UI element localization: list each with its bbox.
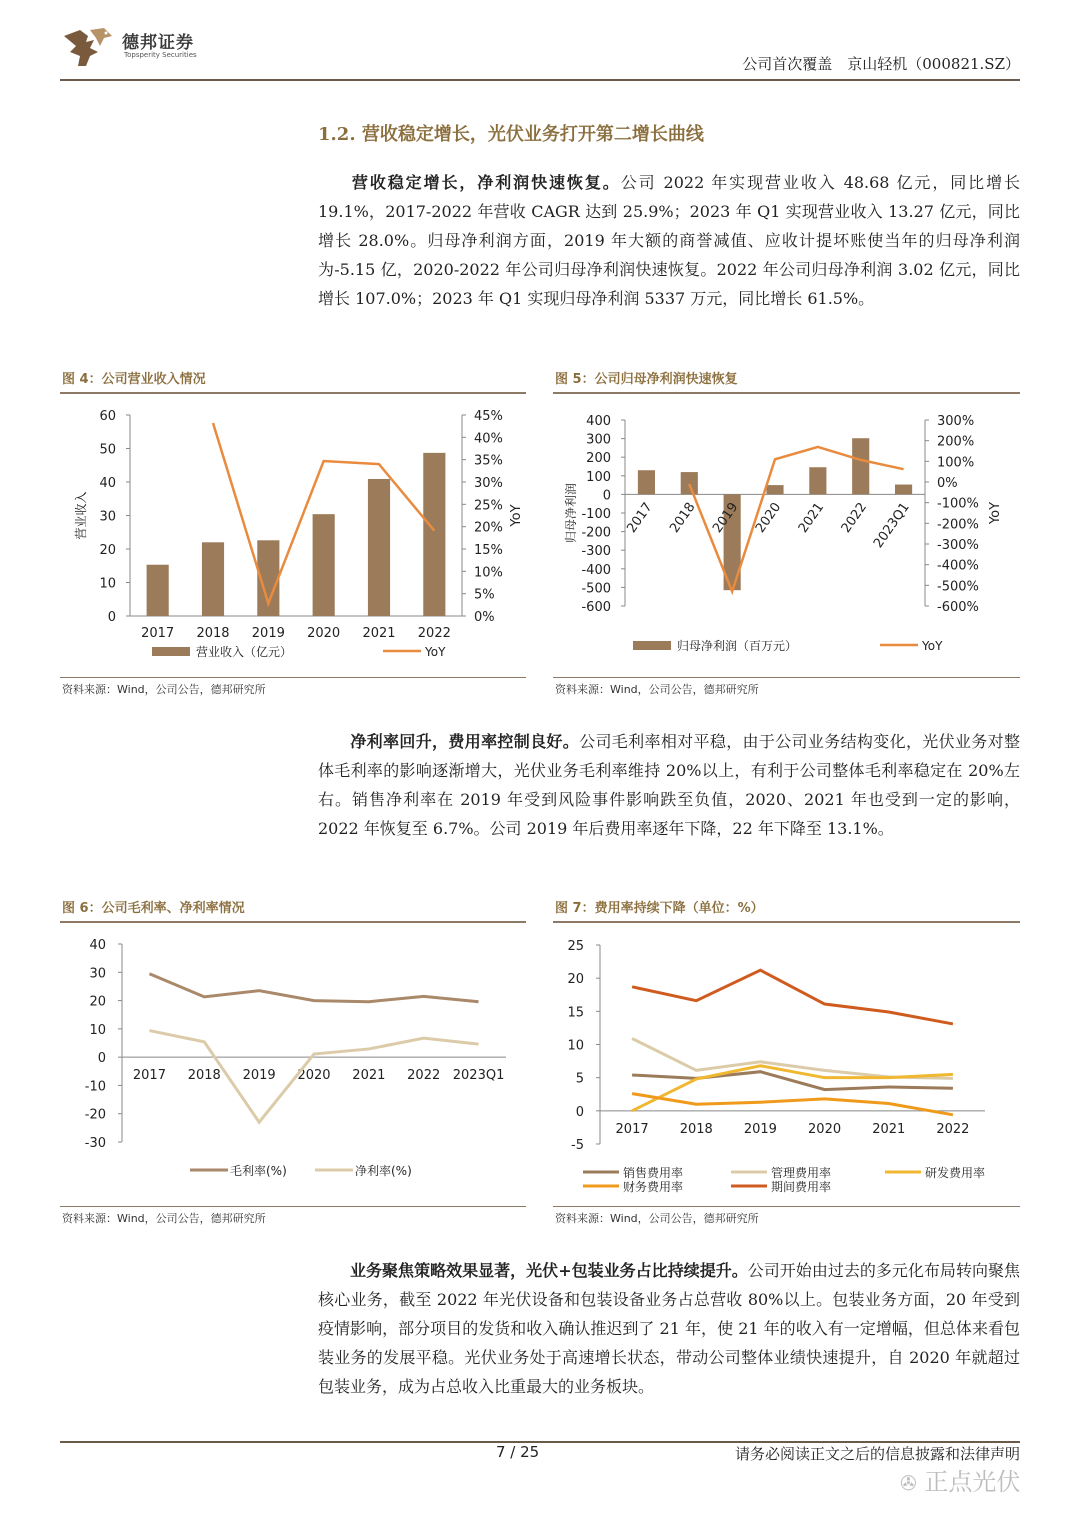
report-tag: 公司首次覆盖 京山轻机（000821.SZ） [742, 55, 1020, 73]
y-tick-label: 300 [586, 432, 611, 448]
y2-tick-label: 40% [474, 431, 503, 447]
fig5-source: 资料来源：Wind，公司公告，德邦研究所 [555, 683, 759, 696]
page-number: 7 / 25 [496, 1443, 540, 1461]
fig4-bottom-rule [60, 677, 526, 678]
y2-tick-label: -400% [937, 558, 979, 574]
x-tick-label: 2021 [352, 1068, 386, 1084]
x-tick-label: 2019 [710, 500, 742, 536]
fig5-title: 图 5：公司归母净利润快速恢复 [555, 372, 738, 387]
y-tick-label: -400 [581, 562, 611, 578]
y2-tick-label: 45% [474, 409, 503, 424]
fig4-chart [60, 398, 526, 674]
wechat-icon: ✇ [900, 1471, 917, 1495]
x-tick-label: 2017 [624, 500, 656, 536]
y-tick-label: -100 [581, 507, 611, 522]
watermark [900, 1462, 1020, 1497]
y-tick-label: -500 [581, 581, 611, 597]
x-tick-label: 2017 [141, 626, 175, 641]
bar [766, 485, 783, 494]
watermark-text: 正点光伏 [924, 1468, 1021, 1496]
y2-axis-label: YoY [509, 504, 524, 527]
fig4-source: 资料来源：Wind，公司公告，德邦研究所 [62, 683, 266, 696]
section-title: 1.2. 营收稳定增长，光伏业务打开第二增长曲线 [318, 124, 704, 145]
x-tick-label: 2021 [362, 626, 396, 641]
legend-swatch-bar [633, 641, 671, 650]
legend-label-bar: 营业收入（亿元） [196, 645, 293, 659]
bar [809, 467, 826, 494]
y-tick-label: -600 [581, 600, 611, 615]
y-tick-label: 40 [89, 938, 106, 953]
brand-name: 德邦证券 [122, 33, 194, 53]
y2-tick-label: 35% [474, 453, 503, 469]
y-tick-label: 0 [575, 1104, 584, 1120]
x-tick-label: 2019 [251, 626, 285, 641]
legend-label: 财务费用率 [623, 1180, 684, 1194]
bar [423, 453, 445, 616]
bar [202, 542, 224, 616]
y2-axis-label: YoY [988, 501, 1003, 525]
y2-tick-label: -200% [937, 517, 979, 533]
y-tick-label: -10 [84, 1079, 106, 1095]
paragraph-business [318, 1256, 1020, 1401]
x-tick-label: 2020 [753, 500, 785, 536]
bar [638, 470, 655, 494]
x-tick-label: 2017 [132, 1068, 166, 1084]
y2-tick-label: 25% [474, 498, 503, 514]
y-tick-label: 50 [99, 442, 116, 458]
paragraph-lead: 营收稳定增长，净利润快速恢复。 [350, 173, 621, 192]
paragraph-revenue [318, 168, 1020, 313]
y-tick-label: -200 [581, 525, 611, 541]
fig5-bottom-rule [553, 677, 1020, 678]
x-tick-label: 2019 [743, 1121, 777, 1137]
fig4-title: 图 4：公司营业收入情况 [62, 372, 206, 387]
bar [895, 485, 912, 495]
y-tick-label: -20 [84, 1107, 106, 1123]
x-tick-label: 2021 [795, 500, 828, 536]
legend-label: 期间费用率 [771, 1180, 832, 1194]
x-tick-label: 2022 [936, 1121, 970, 1137]
fig6-title-rule [60, 921, 526, 923]
fig4-title-rule [60, 392, 526, 394]
y-tick-label: 5 [575, 1071, 584, 1087]
paragraph-margin [318, 727, 1020, 843]
y-tick-label: 25 [567, 939, 584, 954]
bar [313, 514, 335, 616]
header-divider [60, 79, 1020, 81]
fig6-bottom-rule [60, 1206, 526, 1207]
y-tick-label: 0 [602, 488, 611, 504]
x-tick-label: 2020 [307, 626, 341, 641]
x-tick-label: 2018 [679, 1121, 713, 1137]
y-tick-label: 15 [567, 1005, 584, 1021]
legend-label: 研发费用率 [925, 1166, 986, 1180]
fig6-title: 图 6：公司毛利率、净利率情况 [62, 901, 245, 916]
y-tick-label: 40 [99, 476, 116, 491]
legend-label-line: YoY [922, 639, 943, 653]
series-line [632, 1094, 953, 1115]
fig7-chart [553, 927, 1020, 1203]
y-tick-label: 10 [99, 576, 116, 592]
y-tick-label: 100 [586, 469, 611, 485]
y2-tick-label: 30% [474, 476, 503, 491]
x-tick-label: 2017 [615, 1121, 649, 1137]
y-tick-label: 0 [107, 610, 116, 625]
fig6-chart [60, 927, 526, 1203]
x-tick-label: 2018 [667, 500, 699, 536]
y-axis-label: 归母净利润 [564, 482, 578, 544]
y-tick-label: -30 [84, 1136, 106, 1151]
legend-label-bar: 归母净利润（百万元） [677, 639, 798, 653]
paragraph-body: 公司 2022 年实现营业收入 48.68 亿元，同比增长 19.1%，2017-2022 年营收 CAGR 达到 25.9%；2023 年 Q1 实现营业收入 13.27 亿元，同比增长 28.0%。归母净利润方面，2019 年大额的商誉减值、应收计提坏账使当年的归母净利润为-5.15 亿，2020-2022 年公司归母净利润快速恢复。2022 年公司归母净利润 3.02 亿元，同比增长 107.0%；2023 年 Q1 实现归母净利润 5337 万元，同比增长 61.5%。 [318, 173, 1020, 308]
y-tick-label: 20 [89, 994, 106, 1010]
y-tick-label: 30 [99, 509, 116, 525]
x-tick-label: 2023Q1 [452, 1068, 505, 1084]
y2-tick-label: 10% [474, 565, 503, 581]
paragraph-body: 公司开始由过去的多元化布局转向聚焦核心业务，截至 2022 年光伏设备和包装设备业务占总营收 80%以上。包装业务方面，20 年受到疫情影响，部分项目的发货和收入确认推迟到了 21 年，使 21 年的收入有一定增幅，但总体来看包装业务的发展平稳。光伏业务处于高速增长状态，带动公司整体业绩快速提升，自 2020 年就超过包装业务，成为占总收入比重最大的业务板块。 [318, 1261, 1020, 1396]
series-line [632, 970, 953, 1024]
x-tick-label: 2022 [407, 1068, 441, 1084]
x-tick-label: 2022 [838, 500, 870, 536]
bar [681, 472, 698, 494]
y2-tick-label: 0% [937, 476, 958, 491]
y2-tick-label: 15% [474, 543, 503, 558]
legend-label-line: YoY [425, 645, 446, 659]
x-tick-label: 2023Q1 [870, 500, 913, 551]
y2-tick-label: -600% [937, 600, 979, 615]
y2-tick-label: 100% [937, 455, 975, 471]
y-tick-label: 30 [89, 966, 106, 982]
y2-tick-label: -100% [937, 496, 979, 512]
legend-label: 毛利率(%) [230, 1164, 287, 1178]
fig5-chart [553, 398, 1020, 674]
x-tick-label: 2021 [872, 1121, 906, 1137]
fig7-title-rule [553, 921, 1020, 923]
brand-english-name: Topsperity Securities [124, 51, 197, 59]
y-tick-label: -5 [571, 1138, 584, 1153]
y2-tick-label: 0% [474, 610, 495, 625]
fig7-title: 图 7：费用率持续下降（单位：%） [555, 901, 764, 916]
bar [852, 438, 869, 494]
y-tick-label: 400 [586, 414, 611, 429]
bar [368, 479, 390, 616]
legend-label: 管理费用率 [771, 1166, 832, 1180]
y-tick-label: 60 [99, 409, 116, 424]
fig7-source: 资料来源：Wind，公司公告，德邦研究所 [555, 1212, 759, 1225]
fig6-source: 资料来源：Wind，公司公告，德邦研究所 [62, 1212, 266, 1225]
y2-tick-label: 20% [474, 520, 503, 536]
paragraph-body: 公司毛利率相对平稳，由于公司业务结构变化，光伏业务对整体毛利率的影响逐渐增大，光伏业务毛利率维持 20%以上，有利于公司整体毛利率稳定在 20%左右。销售净利率在 2019 年受到风险事件影响跌至负值，2020、2021 年也受到一定的影响，2022 年恢复至 6.7%。公司 2019 年后费用率逐年下降，22 年下降至 13.1%。 [318, 732, 1020, 838]
brand-logo-icon [60, 22, 116, 70]
x-tick-label: 2018 [196, 626, 230, 641]
x-tick-label: 2020 [297, 1068, 331, 1084]
bar [147, 565, 169, 616]
fig7-bottom-rule [553, 1206, 1020, 1207]
x-tick-label: 2020 [808, 1121, 842, 1137]
y-tick-label: 0 [97, 1051, 106, 1067]
series-line [149, 974, 478, 1002]
y-tick-label: 200 [586, 451, 611, 467]
x-tick-label: 2019 [242, 1068, 276, 1084]
y-tick-label: 10 [567, 1038, 584, 1054]
legend-label: 净利率(%) [355, 1164, 412, 1178]
y2-tick-label: 200% [937, 434, 975, 450]
legend-label: 销售费用率 [623, 1166, 684, 1180]
disclaimer-note: 请务必阅读正文之后的信息披露和法律声明 [734, 1445, 1020, 1463]
y2-tick-label: -300% [937, 538, 979, 553]
fig5-title-rule [553, 392, 1020, 394]
y2-tick-label: 5% [474, 587, 495, 603]
paragraph-lead: 净利率回升，费用率控制良好。 [350, 732, 580, 751]
y-tick-label: 10 [89, 1022, 106, 1038]
y-tick-label: 20 [567, 972, 584, 988]
y2-tick-label: 300% [937, 414, 975, 429]
paragraph-lead: 业务聚焦策略效果显著，光伏+包装业务占比持续提升。 [350, 1261, 748, 1280]
y2-tick-label: -500% [937, 579, 979, 595]
y-axis-label: 营业收入 [74, 491, 88, 540]
y-tick-label: 20 [99, 543, 116, 558]
x-tick-label: 2018 [187, 1068, 221, 1084]
x-tick-label: 2022 [417, 626, 451, 641]
y-tick-label: -300 [581, 544, 611, 560]
legend-swatch-bar [152, 647, 190, 656]
